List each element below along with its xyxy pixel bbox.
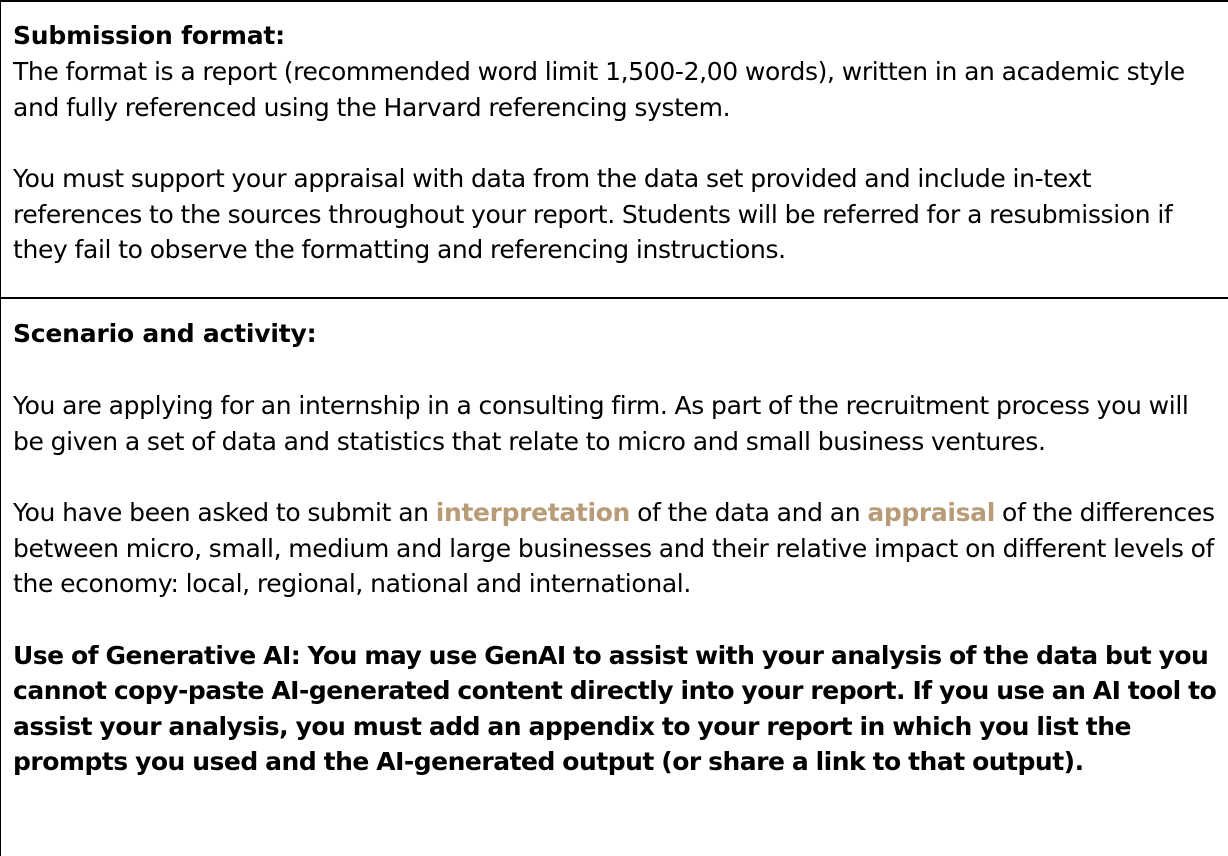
spacer xyxy=(13,459,1218,495)
highlight-interpretation: interpretation xyxy=(435,498,630,527)
scenario-paragraph-1: You are applying for an internship in a consulting firm. As part of the recruitment process you will be given a set of data and statistics that relate to micro and small business ventures. xyxy=(13,391,1189,456)
paragraph-text: of the differences between micro, small, medium and large businesses and their relative impact on different levels of the economy: local, regional, national and international. xyxy=(13,498,1215,598)
scenario-heading: Scenario and activity: xyxy=(13,319,317,348)
genai-policy-note: Use of Generative AI: You may use GenAI to assist with your analysis of the data but you cannot copy-paste AI-generated content directly into your report. If you use an AI tool to assist your analysis, you must add an appendix to your report in which you list the prompts you used and the AI-generated output (or share a link to that output). xyxy=(13,640,1217,776)
spacer xyxy=(13,352,1218,388)
submission-format-heading: Submission format: xyxy=(13,21,285,50)
scenario-section xyxy=(0,316,1228,780)
highlight-appraisal: appraisal xyxy=(867,498,995,527)
spacer xyxy=(13,602,1218,638)
paragraph-text: of the data and an xyxy=(629,498,868,527)
section-divider xyxy=(0,297,1228,299)
scenario-paragraph-2 xyxy=(13,495,1218,602)
submission-format-section xyxy=(0,18,1228,268)
paragraph-text: You have been asked to submit an xyxy=(13,498,436,527)
submission-format-paragraph-2: You must support your appraisal with data from the data set provided and include in-text references to the sources throughout your report. Students will be referred for a resubmission if they fail to observe the formatting and referencing instructions. xyxy=(13,164,1173,264)
spacer xyxy=(13,125,1218,161)
submission-format-paragraph-1: The format is a report (recommended word limit 1,500-2,00 words), written in an academic style and fully referenced using the Harvard referencing system. xyxy=(13,57,1185,122)
